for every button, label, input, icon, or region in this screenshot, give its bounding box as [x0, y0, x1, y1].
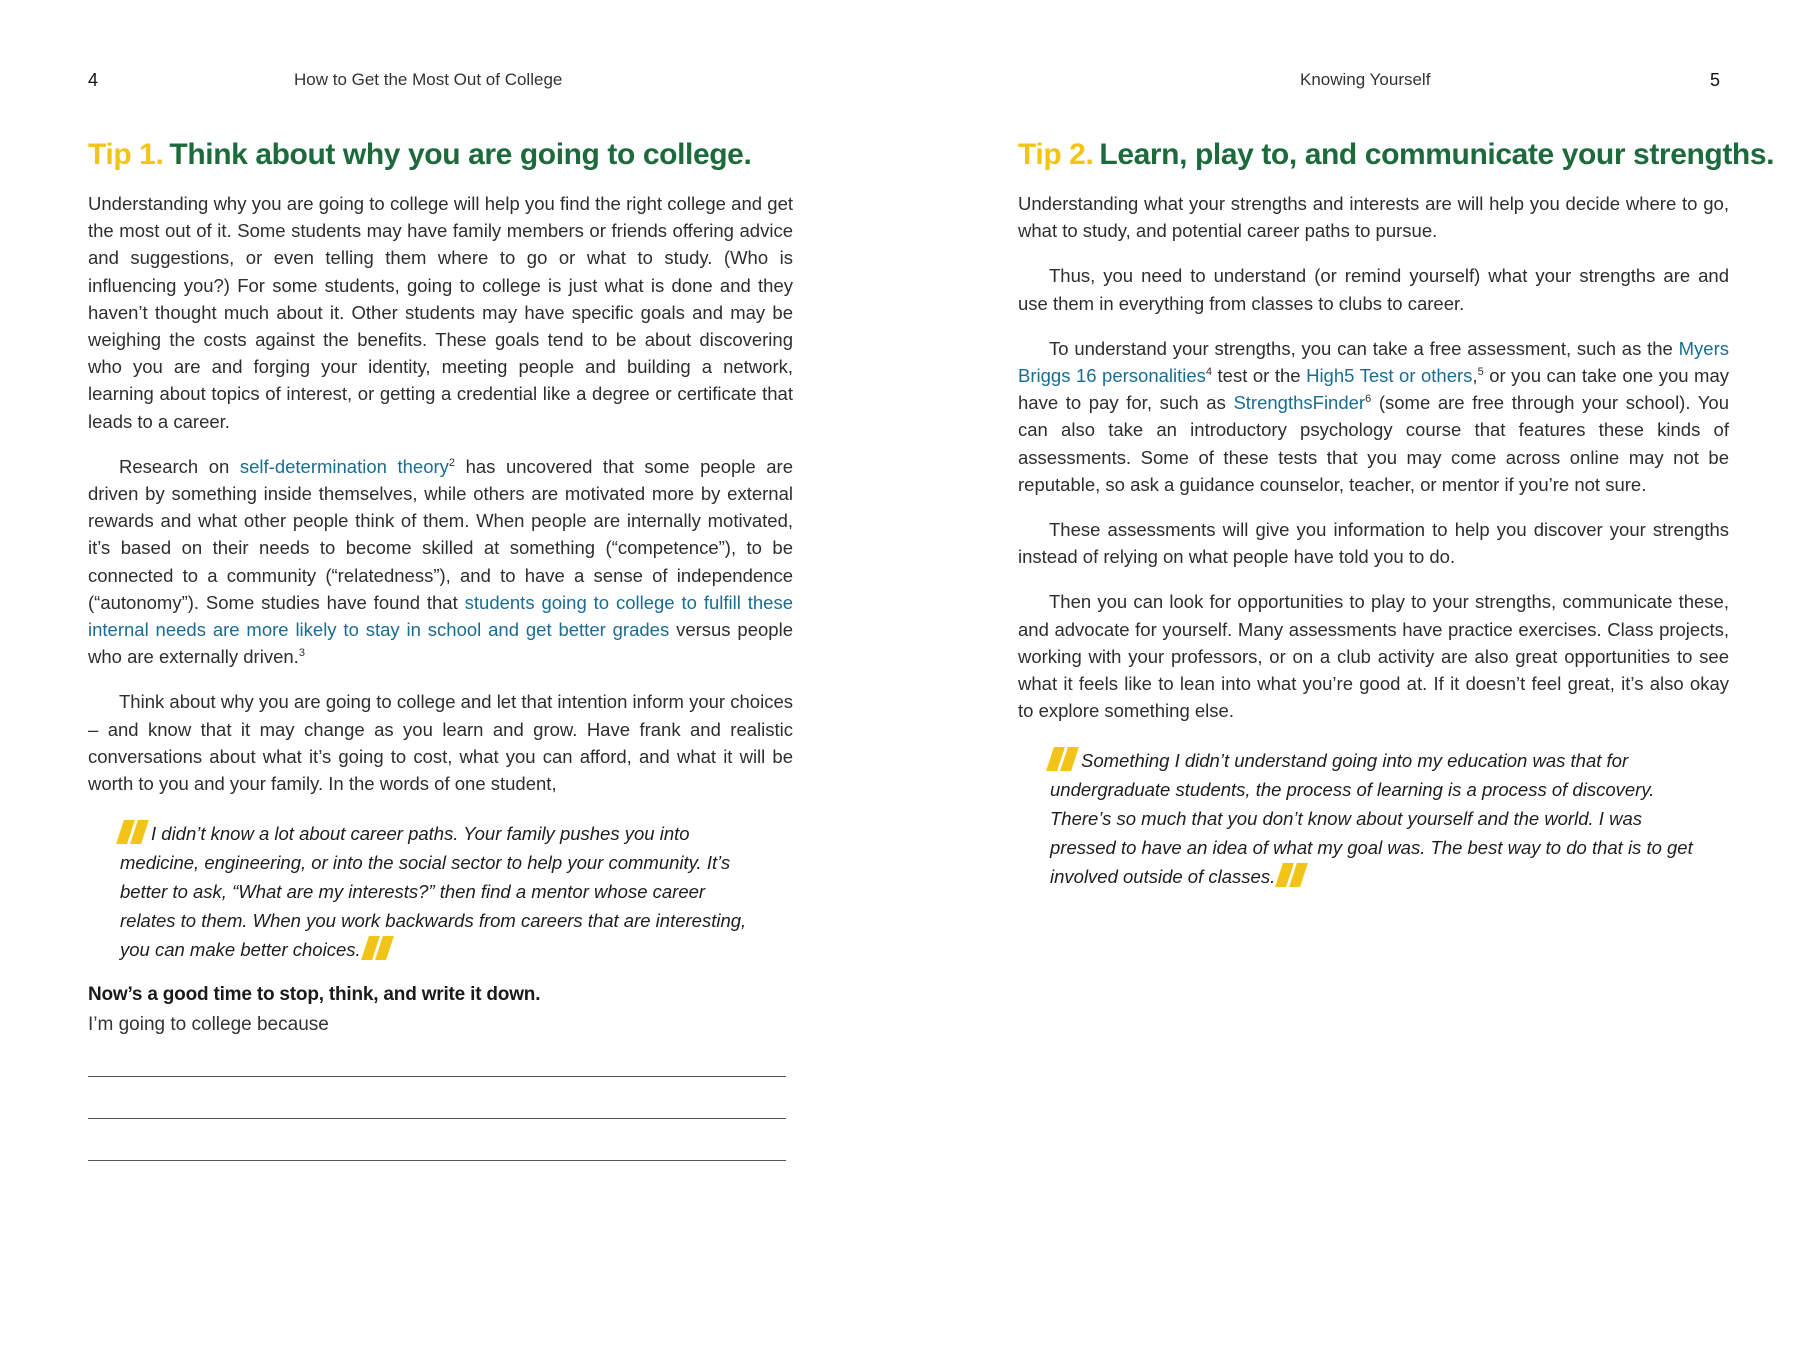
pull-quote [1050, 746, 1695, 891]
text-run: To understand your strengths, you can take a free assessment, such as the [1049, 337, 1679, 359]
tip-number: Tip 1. [88, 138, 164, 171]
open-quote-icon [1050, 747, 1075, 771]
text-run: has uncovered that some people are driven by something inside themselves, while others are motivated more by external rewards and what other people think of them. When people are internally motivated, it’s based on their needs to become skilled at something (“competence”), to be connected to a community (“relatedness”), and to have a sense of independence (“autonomy”). Some studies have found that [88, 455, 793, 613]
link-high5-test[interactable]: High5 Test or others [1306, 365, 1473, 387]
tip-title: Think about why you are going to college. [169, 138, 752, 171]
quote-text: I didn’t know a lot about career paths. Your family pushes you into medicine, engineering, or into the social sector to help your community. It’s better to ask, “What are my interests?” then find a mentor whose career relates to them. When you work backwards from careers that are interesting, you can make better choices. [120, 823, 747, 961]
footnote-ref[interactable]: 3 [298, 647, 305, 660]
prompt-text: I’m going to college because [88, 1014, 329, 1036]
tip-title: Learn, play to, and communicate your strengths. [1099, 138, 1775, 171]
footnote-ref[interactable]: 6 [1365, 393, 1372, 406]
link-self-determination-theory[interactable]: self-determination theory [239, 455, 449, 477]
write-in-line[interactable] [88, 1076, 786, 1077]
open-quote-icon [120, 820, 145, 844]
body-text [88, 190, 793, 1202]
text-run: Research on [119, 455, 240, 477]
write-in-line[interactable] [88, 1118, 786, 1119]
paragraph: Then you can look for opportunities to play to your strengths, communicate these, and advocate for yourself. Many assessments have practice exercises. Class projects, working with your professors, or on a club activity are also great opportunities to see what it feels like to lean into what you’re good at. If it doesn’t feel great, it’s also okay to explore something else. [1018, 591, 1729, 722]
tip-heading [88, 138, 751, 172]
page-number: 4 [88, 70, 99, 90]
paragraph: Understanding why you are going to college will help you find the right college and get the most out of it. Some students may have family members or friends offering advice and suggestions, or even telling them where to go or what to study. (Who is influencing you?) For some students, going to college is just what is done and they haven’t thought much about it. Other students may have specific goals and may be weighing the costs against the benefits. These goals tend to be about discovering who you are and forging your identity, meeting people and building a network, learning about topics of interest, or getting a credential like a degree or certificate that leads to a career. [88, 193, 793, 432]
paragraph: Thus, you need to understand (or remind yourself) what your strengths are and use them in everything from classes to clubs to career. [1018, 265, 1729, 314]
running-head: How to Get the Most Out of College [294, 70, 563, 89]
tip-number: Tip 2. [1018, 138, 1094, 171]
link-strengthsfinder[interactable]: StrengthsFinder [1233, 392, 1366, 414]
text-run: (some are free through your school). You can also take an introductory psychology course that features these kinds of assessments. Some of these tests that you may come across online may not be reputable, so ask a guidance counselor, teacher, or mentor if you’re not sure. [1018, 392, 1729, 495]
footnote-ref[interactable]: 2 [448, 456, 456, 469]
close-quote-icon [365, 936, 390, 960]
pull-quote [120, 819, 760, 964]
text-run: versus people who are externally driven. [88, 619, 793, 668]
prompt-heading: Now’s a good time to stop, think, and write it down. [88, 984, 541, 1006]
paragraph [1018, 335, 1729, 498]
write-in-line[interactable] [88, 1160, 786, 1161]
text-run: or you can take one you may have to pay for, such as [1018, 365, 1729, 414]
right-page [900, 0, 1800, 1350]
paragraph [88, 453, 793, 671]
paragraph: These assessments will give you information to help you discover your strengths instead of relying on what people have told you to do. [1018, 519, 1729, 568]
link-internal-needs-study[interactable]: students going to college to fulfill these internal needs are more likely to stay in school and get better grades [88, 591, 793, 641]
body-text [1018, 190, 1729, 911]
quote-text: Something I didn’t understand going into my education was that for undergraduate students, the process of learning is a process of discovery. There’s so much that you don’t know about yourself and the world. I was pressed to have an idea of what my goal was. The best way to do that is to get involved outside of classes. [1050, 750, 1693, 888]
paragraph: Think about why you are going to college and let that intention inform your choices – and know that it may change as you learn and grow. Have frank and realistic conversations about what it’s going to cost, what you can afford, and what it will be worth to you and your family. In the words of one student, [88, 691, 793, 795]
close-quote-icon [1279, 863, 1304, 887]
link-myers-briggs[interactable]: Myers Briggs 16 personalities [1018, 337, 1729, 387]
footnote-ref[interactable]: 5 [1477, 365, 1484, 378]
tip-heading [1018, 138, 1774, 172]
footnote-ref[interactable]: 4 [1205, 365, 1213, 378]
page-number: 5 [1710, 70, 1721, 90]
text-run: , [1472, 365, 1478, 387]
running-head: Knowing Yourself [1300, 70, 1431, 89]
paragraph: Understanding what your strengths and interests are will help you decide where to go, what to study, and potential career paths to pursue. [1018, 193, 1729, 242]
text-run: test or the [1212, 365, 1307, 387]
